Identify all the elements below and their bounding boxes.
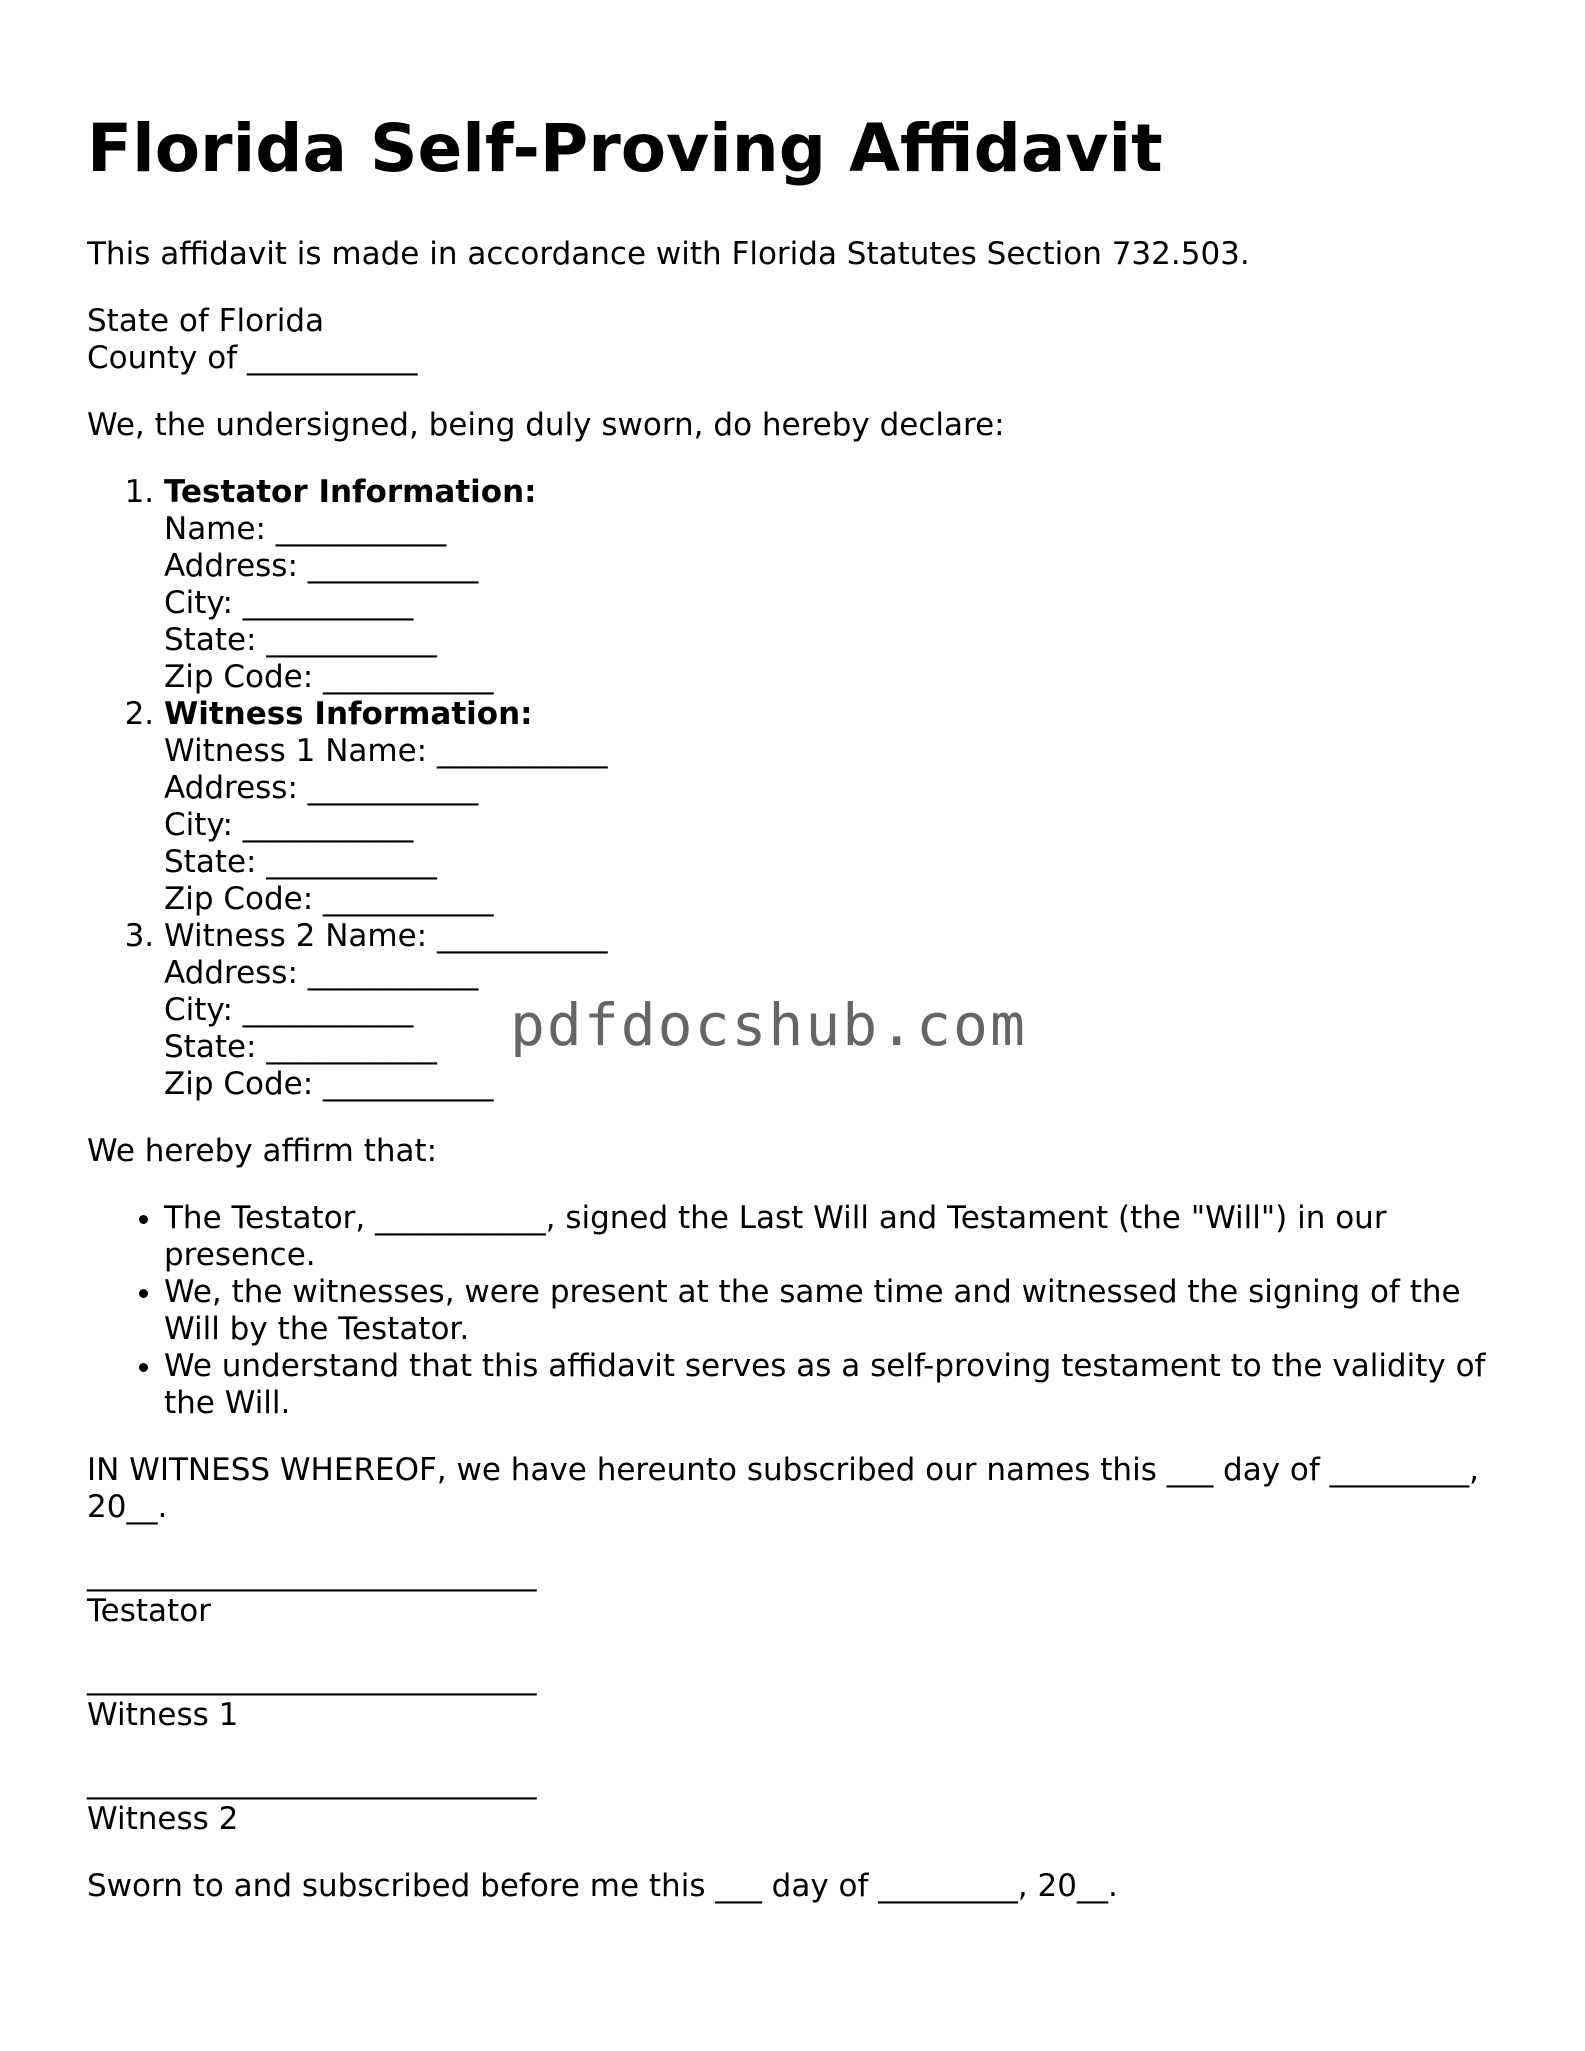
field-line: Address: ___________ xyxy=(164,770,479,806)
affirmation-item: • We understand that this affidavit serves as a self-proving testament to the validity of the Will. xyxy=(164,1348,1507,1422)
field-line: City: ___________ xyxy=(164,807,414,843)
witness-section xyxy=(164,696,1507,918)
venue-block xyxy=(87,303,1507,377)
field-line: City: ___________ xyxy=(164,992,414,1028)
county-line: County of ___________ xyxy=(87,340,418,376)
state-line: State of Florida xyxy=(87,303,325,339)
signature-block-witness-2 xyxy=(87,1764,1507,1838)
section-heading: 3. Witness 2 Name: ___________ xyxy=(164,918,608,954)
field-line: City: ___________ xyxy=(164,585,414,621)
field-line: Witness 1 Name: ___________ xyxy=(164,733,608,769)
affirmation-item: • The Testator, ___________, signed the Last Will and Testament (the "Will") in our presence. xyxy=(164,1200,1507,1274)
signature-block-witness-1 xyxy=(87,1660,1507,1734)
signature-block-testator xyxy=(87,1556,1507,1630)
signature-label: Witness 1 xyxy=(87,1697,239,1733)
field-line: State: ___________ xyxy=(164,622,437,658)
field-line: Address: ___________ xyxy=(164,548,479,584)
section-heading: 1. Testator Information: xyxy=(164,474,537,510)
field-line: Zip Code: ___________ xyxy=(164,1066,494,1102)
field-line: Address: ___________ xyxy=(164,955,479,991)
signature-label: Testator xyxy=(87,1593,211,1629)
signature-line: _____________________________ xyxy=(87,1764,537,1800)
section-heading: 2. Witness Information: xyxy=(164,696,533,732)
field-line: Name: ___________ xyxy=(164,511,447,547)
field-line: Zip Code: ___________ xyxy=(164,659,494,695)
sworn-text: Sworn to and subscribed before me this ___ day of _________, 20__. xyxy=(87,1868,1118,1904)
field-line: Zip Code: ___________ xyxy=(164,881,494,917)
affirm-intro: We hereby affirm that: xyxy=(87,1133,438,1169)
watermark: pdfdocshub.com xyxy=(510,991,1027,1059)
declare-text: We, the undersigned, being duly sworn, do hereby declare: xyxy=(87,407,1005,443)
signature-label: Witness 2 xyxy=(87,1801,239,1837)
testator-section xyxy=(164,474,1507,696)
affirmation-item: • We, the witnesses, were present at the same time and witnessed the signing of the Will by the Testator. xyxy=(164,1274,1507,1348)
signature-line: _____________________________ xyxy=(87,1660,537,1696)
intro-text: This affidavit is made in accordance with Florida Statutes Section 732.503. xyxy=(87,236,1250,272)
page-title: Florida Self-Proving Affidavit xyxy=(87,110,1163,187)
signature-line: _____________________________ xyxy=(87,1556,537,1592)
affirmation-list xyxy=(87,1200,1507,1422)
witness-whereof-text: IN WITNESS WHEREOF, we have hereunto subscribed our names this ___ day of _________, 20__. xyxy=(87,1452,1480,1525)
field-line: State: ___________ xyxy=(164,844,437,880)
field-line: State: ___________ xyxy=(164,1029,437,1065)
